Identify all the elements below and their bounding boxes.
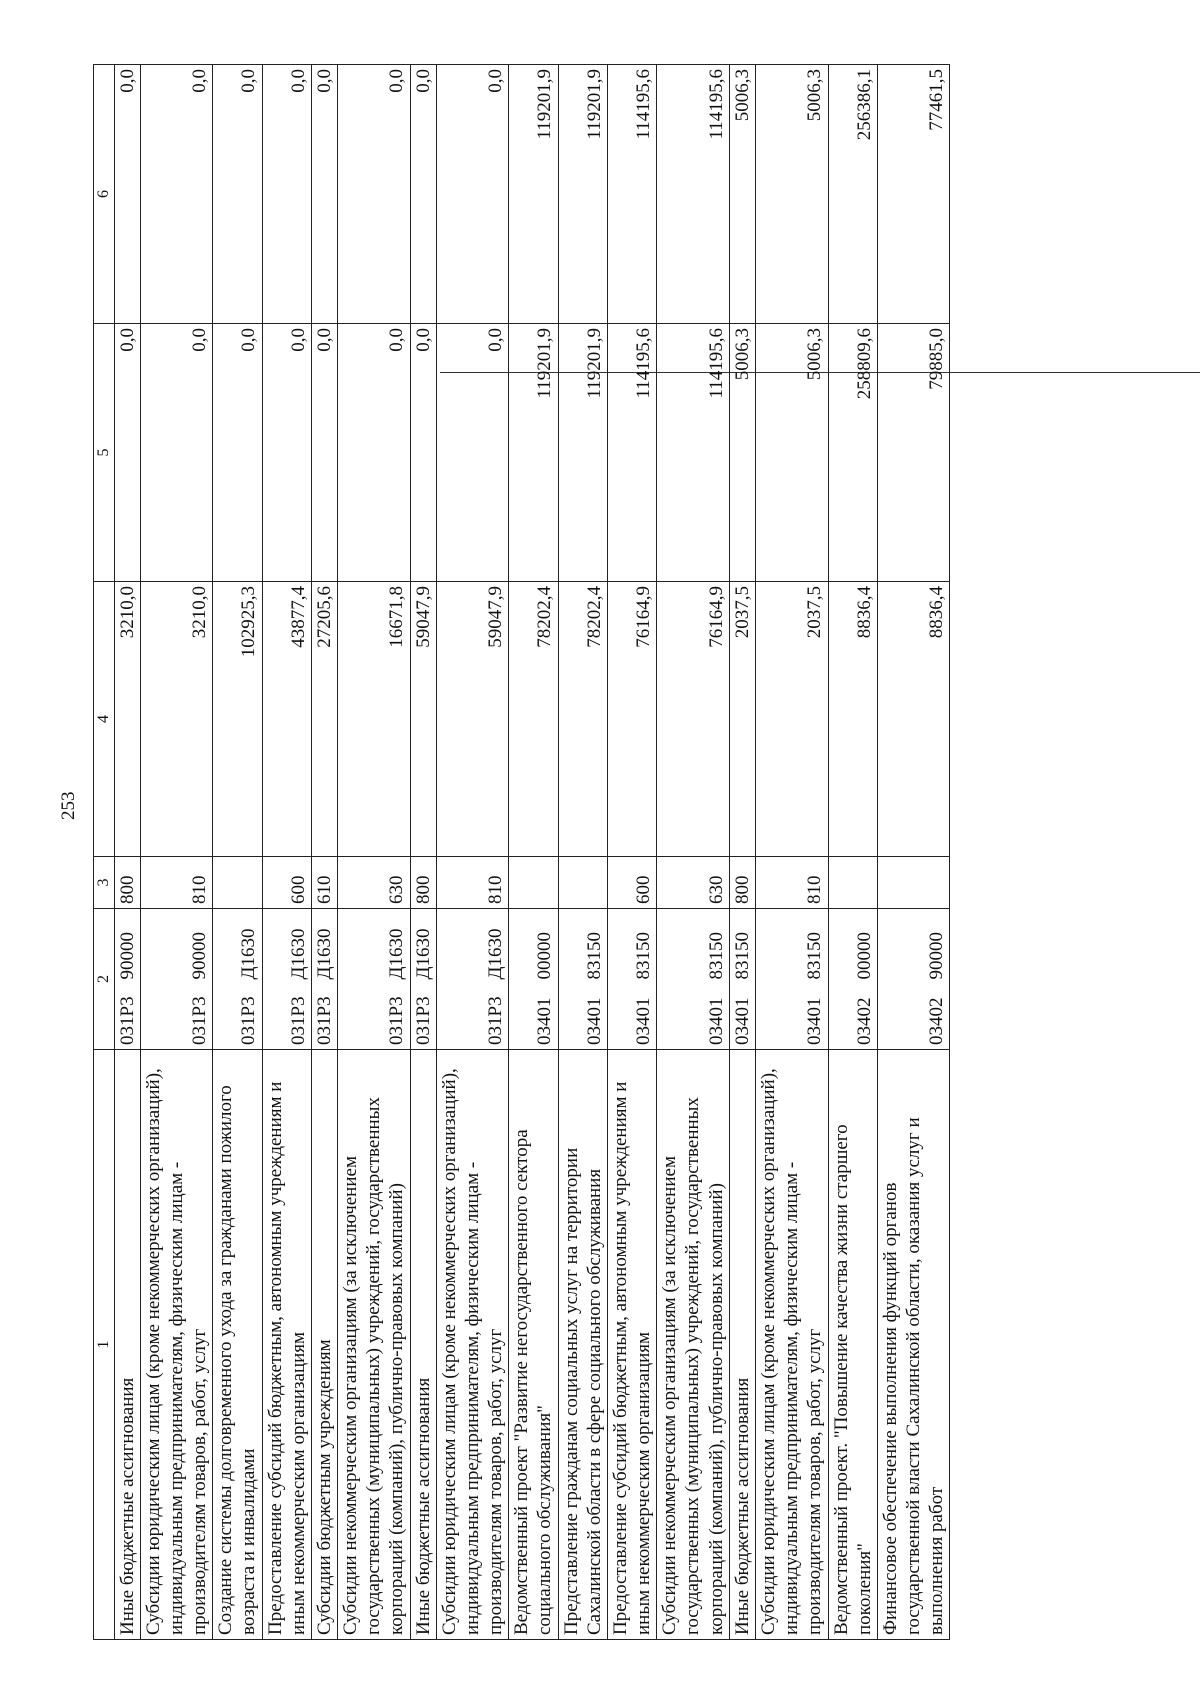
table-row <box>311 65 337 1640</box>
row-code-program: 03401 <box>509 984 558 1050</box>
row-expense-type: 800 <box>114 857 140 909</box>
row-code-direction: 83150 <box>729 909 755 984</box>
row-amount-col6: 5006,3 <box>755 65 828 324</box>
row-amount-col6: 119201,9 <box>558 65 607 324</box>
row-code-program: 031Р3 <box>114 984 140 1050</box>
row-amount-col6: 0,0 <box>410 65 436 324</box>
row-code-direction: 83150 <box>607 909 656 984</box>
row-name: Финансовое обеспечение выполнения функций органов государственной власти Сахалинской области, оказания услуг и выполнения работ <box>877 1050 950 1640</box>
row-code-program: 031Р3 <box>311 984 337 1050</box>
row-name: Ведомственный проект "Развитие негосударственного сектора социального обслуживания" <box>509 1050 558 1640</box>
row-amount-col4: 76164,9 <box>607 582 656 857</box>
row-name: Субсидии юридическим лицам (кроме некоммерческих организаций), индивидуальным предпринимателям, физическим лицам - производителям товаров, работ, услуг <box>140 1050 213 1640</box>
table-row <box>436 65 509 1640</box>
table-row <box>509 65 558 1640</box>
row-name: Субсидии бюджетным учреждениям <box>311 1050 337 1640</box>
row-amount-col6: 5006,3 <box>729 65 755 324</box>
row-amount-col5: 5006,3 <box>729 324 755 582</box>
table-row <box>657 65 730 1640</box>
row-amount-col5: 0,0 <box>114 324 140 582</box>
row-amount-col5: 0,0 <box>436 324 509 582</box>
row-amount-col6: 77461,5 <box>877 65 950 324</box>
row-code-program: 03401 <box>729 984 755 1050</box>
row-code-direction: Д1630 <box>311 909 337 984</box>
row-expense-type <box>213 857 262 909</box>
row-amount-col6: 114195,6 <box>657 65 730 324</box>
row-amount-col4: 59047,9 <box>410 582 436 857</box>
row-code-direction: 83150 <box>657 909 730 984</box>
row-code-program: 031Р3 <box>140 984 213 1050</box>
page-number: 253 <box>58 791 79 820</box>
row-name: Предоставление субсидий бюджетным, автономным учреждениям и иным некоммерческим организациям <box>262 1050 311 1640</box>
row-amount-col5: 114195,6 <box>657 324 730 582</box>
row-amount-col6: 119201,9 <box>509 65 558 324</box>
row-name: Иные бюджетные ассигнования <box>729 1050 755 1640</box>
row-expense-type: 800 <box>729 857 755 909</box>
row-code-direction: 90000 <box>140 909 213 984</box>
budget-table <box>93 64 950 1640</box>
row-amount-col6: 0,0 <box>311 65 337 324</box>
row-amount-col5: 0,0 <box>410 324 436 582</box>
row-name: Субсидии юридическим лицам (кроме некоммерческих организаций), индивидуальным предпринимателям, физическим лицам - производителям товаров, работ, услуг <box>436 1050 509 1640</box>
row-amount-col6: 0,0 <box>213 65 262 324</box>
row-amount-col5: 5006,3 <box>755 324 828 582</box>
table-row <box>338 65 411 1640</box>
row-code-direction: Д1630 <box>213 909 262 984</box>
row-amount-col5: 0,0 <box>140 324 213 582</box>
row-name: Иные бюджетные ассигнования <box>114 1050 140 1640</box>
table-row <box>213 65 262 1640</box>
table-row <box>140 65 213 1640</box>
row-amount-col4: 2037,5 <box>755 582 828 857</box>
table-row <box>262 65 311 1640</box>
row-amount-col5: 258809,6 <box>828 324 877 582</box>
row-code-program: 031Р3 <box>410 984 436 1050</box>
table-row <box>729 65 755 1640</box>
header-col-6: 6 <box>94 65 115 324</box>
row-amount-col6: 0,0 <box>140 65 213 324</box>
row-code-direction: Д1630 <box>338 909 411 984</box>
rotated-page <box>93 65 1093 1640</box>
row-amount-col5: 0,0 <box>262 324 311 582</box>
row-amount-col4: 3210,0 <box>140 582 213 857</box>
table-row <box>828 65 877 1640</box>
table-row <box>607 65 656 1640</box>
row-amount-col4: 43877,4 <box>262 582 311 857</box>
row-amount-col4: 8836,4 <box>877 582 950 857</box>
table-body <box>114 65 950 1640</box>
row-name: Ведомственный проект. "Повышение качества жизни старшего поколения" <box>828 1050 877 1640</box>
row-code-direction: 83150 <box>558 909 607 984</box>
row-name: Предоставление субсидий бюджетным, автономным учреждениям и иным некоммерческим организациям <box>607 1050 656 1640</box>
row-code-direction: 00000 <box>509 909 558 984</box>
row-expense-type: 600 <box>607 857 656 909</box>
row-expense-type: 600 <box>262 857 311 909</box>
table-row <box>114 65 140 1640</box>
row-amount-col5: 119201,9 <box>509 324 558 582</box>
row-code-program: 03401 <box>755 984 828 1050</box>
row-expense-type: 610 <box>311 857 337 909</box>
row-code-program: 03401 <box>558 984 607 1050</box>
header-col-2: 2 <box>94 909 115 1050</box>
row-code-program: 031Р3 <box>213 984 262 1050</box>
row-amount-col5: 0,0 <box>311 324 337 582</box>
header-row <box>94 65 115 1640</box>
row-code-direction: Д1630 <box>410 909 436 984</box>
row-code-direction: 00000 <box>828 909 877 984</box>
row-expense-type: 810 <box>436 857 509 909</box>
row-name: Создание системы долговременного ухода за гражданами пожилого возраста и инвалидами <box>213 1050 262 1640</box>
row-amount-col4: 3210,0 <box>114 582 140 857</box>
row-amount-col4: 59047,9 <box>436 582 509 857</box>
header-col-3: 3 <box>94 857 115 909</box>
row-amount-col6: 0,0 <box>262 65 311 324</box>
table-row <box>877 65 950 1640</box>
row-expense-type: 630 <box>338 857 411 909</box>
row-name: Субсидии некоммерческим организациям (за исключением государственных (муниципальных) учреждений, государственных корпораций (компаний), публично-правовых компаний) <box>657 1050 730 1640</box>
header-col-4: 4 <box>94 582 115 857</box>
row-amount-col5: 0,0 <box>338 324 411 582</box>
row-amount-col6: 0,0 <box>114 65 140 324</box>
table-row <box>558 65 607 1640</box>
row-expense-type: 800 <box>410 857 436 909</box>
row-amount-col4: 78202,4 <box>558 582 607 857</box>
row-amount-col4: 2037,5 <box>729 582 755 857</box>
row-code-program: 031Р3 <box>262 984 311 1050</box>
row-amount-col5: 114195,6 <box>607 324 656 582</box>
row-expense-type: 810 <box>755 857 828 909</box>
row-name: Субсидии некоммерческим организациям (за исключением государственных (муниципальных) учреждений, государственных корпораций (компаний), публично-правовых компаний) <box>338 1050 411 1640</box>
row-name: Иные бюджетные ассигнования <box>410 1050 436 1640</box>
row-amount-col4: 102925,3 <box>213 582 262 857</box>
row-code-program: 031Р3 <box>338 984 411 1050</box>
row-code-program: 03401 <box>607 984 656 1050</box>
row-name: Субсидии юридическим лицам (кроме некоммерческих организаций), индивидуальным предпринимателям, физическим лицам - производителям товаров, работ, услуг <box>755 1050 828 1640</box>
row-code-direction: 90000 <box>114 909 140 984</box>
table-row <box>410 65 436 1640</box>
row-code-direction: 90000 <box>877 909 950 984</box>
row-amount-col6: 114195,6 <box>607 65 656 324</box>
row-expense-type <box>509 857 558 909</box>
row-code-direction: 83150 <box>755 909 828 984</box>
row-amount-col5: 79885,0 <box>877 324 950 582</box>
row-code-program: 03401 <box>657 984 730 1050</box>
row-amount-col4: 78202,4 <box>509 582 558 857</box>
row-amount-col6: 256386,1 <box>828 65 877 324</box>
header-col-5: 5 <box>94 324 115 582</box>
row-code-direction: Д1630 <box>262 909 311 984</box>
row-amount-col4: 8836,4 <box>828 582 877 857</box>
row-amount-col6: 0,0 <box>436 65 509 324</box>
row-amount-col6: 0,0 <box>338 65 411 324</box>
row-amount-col4: 27205,6 <box>311 582 337 857</box>
row-name: Представление гражданам социальных услуг на территории Сахалинской области в сфере социального обслуживания <box>558 1050 607 1640</box>
row-expense-type <box>558 857 607 909</box>
row-expense-type: 630 <box>657 857 730 909</box>
row-code-program: 031Р3 <box>436 984 509 1050</box>
row-amount-col4: 16671,8 <box>338 582 411 857</box>
row-code-program: 03402 <box>877 984 950 1050</box>
header-col-1: 1 <box>94 1050 115 1640</box>
row-amount-col5: 119201,9 <box>558 324 607 582</box>
row-code-direction: Д1630 <box>436 909 509 984</box>
row-amount-col5: 0,0 <box>213 324 262 582</box>
row-amount-col4: 76164,9 <box>657 582 730 857</box>
row-expense-type: 810 <box>140 857 213 909</box>
row-expense-type <box>828 857 877 909</box>
row-expense-type <box>877 857 950 909</box>
table-row <box>755 65 828 1640</box>
row-code-program: 03402 <box>828 984 877 1050</box>
